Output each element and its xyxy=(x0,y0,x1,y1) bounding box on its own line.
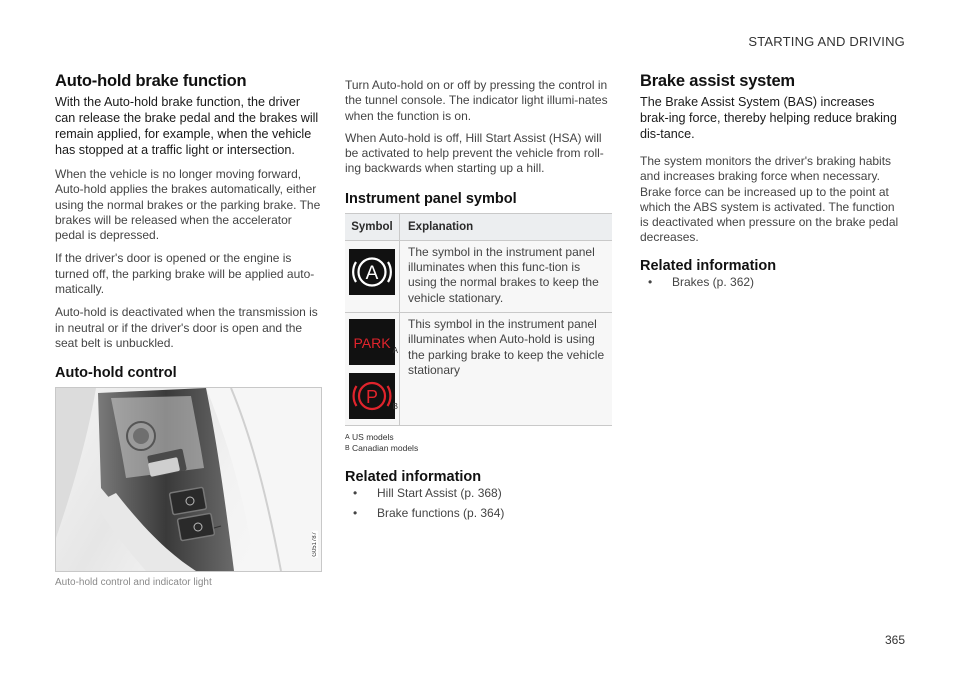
footnote-mark-a: A xyxy=(392,345,398,355)
brake-assist-title: Brake assist system xyxy=(640,72,795,90)
table-row xyxy=(345,312,612,425)
footnote-a xyxy=(345,432,612,443)
explanation-column-header: Explanation xyxy=(400,213,613,240)
auto-hold-title: Auto-hold brake function xyxy=(55,72,247,90)
list-item[interactable]: • Hill Start Assist (p. 368) xyxy=(353,485,502,500)
footnote-b xyxy=(345,443,612,454)
instrument-panel-heading: Instrument panel symbol xyxy=(345,190,517,207)
explanation-cell: This symbol in the instrument panel illuminates when Auto-hold is using the parking brake to keep the vehicle stationary xyxy=(400,312,613,425)
auto-hold-lead: With the Auto-hold brake function, the driver can release the brake pedal and the brakes will remain applied, for example, when the vehicle has stopped at a traffic light or intersection. xyxy=(55,95,319,157)
related-link-brake-functions[interactable]: Brake functions (p. 364) xyxy=(377,505,505,520)
auto-hold-paragraph-1: When the vehicle is no longer moving forward, Auto-hold applies the brakes automatically, either using the normal brakes or the parking brake. The brakes will be released when the accelerator pedal is depressed. xyxy=(55,167,321,243)
column-auto-hold-cont xyxy=(345,78,612,521)
section-header: STARTING AND DRIVING xyxy=(748,34,905,49)
brake-assist-lead: The Brake Assist System (BAS) increases brak-ing force, thereby helping reduce braking dis-tance. xyxy=(640,95,897,141)
table-row xyxy=(345,240,612,312)
symbol-column-header: Symbol xyxy=(345,213,400,240)
explanation-cell: The symbol in the instrument panel illuminates when this func-tion is using the normal brakes to keep the vehicle stationary. xyxy=(400,240,613,312)
symbol-table xyxy=(345,213,612,426)
brake-assist-paragraph: The system monitors the driver's braking habits and increases braking force when necessary. Brake force can be increased up to the point at which the ABS system is activated. The function is deactivated when pressure on the brake pedal decreases. xyxy=(640,154,899,245)
auto-hold-paragraph-3: Auto-hold is deactivated when the transmission is in neutral or if the driver's door is open and the seat belt is unbuckled. xyxy=(55,305,318,350)
auto-hold-control-heading: Auto-hold control xyxy=(55,365,177,382)
park-icon xyxy=(349,319,395,365)
auto-hold-control-photo xyxy=(55,387,322,572)
footnote-b-text: Canadian models xyxy=(352,442,419,453)
auto-hold-a-icon xyxy=(349,249,395,295)
list-item[interactable]: • Brake functions (p. 364) xyxy=(353,505,505,520)
footnote-b-mark: B xyxy=(345,444,350,452)
parking-brake-icon xyxy=(349,373,395,419)
photo-caption: Auto-hold control and indicator light xyxy=(55,577,212,589)
auto-hold-paragraph-2: If the driver's door is opened or the engine is turned off, the parking brake will be applied auto-matically. xyxy=(55,251,315,297)
column-brake-assist xyxy=(640,72,905,290)
hsa-paragraph: When Auto-hold is off, Hill Start Assist (HSA) will be activated to help prevent the vehicle from roll-ing backwards when starting up a hill. xyxy=(345,130,604,176)
footnote-mark-b: B xyxy=(392,401,398,411)
toggle-paragraph: Turn Auto-hold on or off by pressing the control in the tunnel console. The indicator light illumi-nates when the function is on. xyxy=(345,78,608,123)
related-link-brakes[interactable]: Brakes (p. 362) xyxy=(672,274,755,289)
footnote-a-text: US models xyxy=(352,431,394,442)
table-header-row xyxy=(345,213,612,240)
column-auto-hold xyxy=(55,72,322,588)
symbol-cell xyxy=(345,312,400,425)
footnote-a-mark: A xyxy=(345,433,350,441)
related-link-hill-start[interactable]: Hill Start Assist (p. 368) xyxy=(377,485,502,500)
auto-hold-a-letter: A xyxy=(365,262,379,284)
parking-p-letter: P xyxy=(365,386,379,407)
console-illustration xyxy=(56,388,321,571)
related-info-heading: Related information xyxy=(345,468,482,485)
image-code: G051787 xyxy=(312,531,318,557)
related-info-heading: Related information xyxy=(640,257,777,274)
list-item[interactable]: • Brakes (p. 362) xyxy=(648,274,755,289)
symbol-cell xyxy=(345,240,400,312)
park-text: PARK xyxy=(353,334,391,351)
page-number: 365 xyxy=(884,633,905,647)
